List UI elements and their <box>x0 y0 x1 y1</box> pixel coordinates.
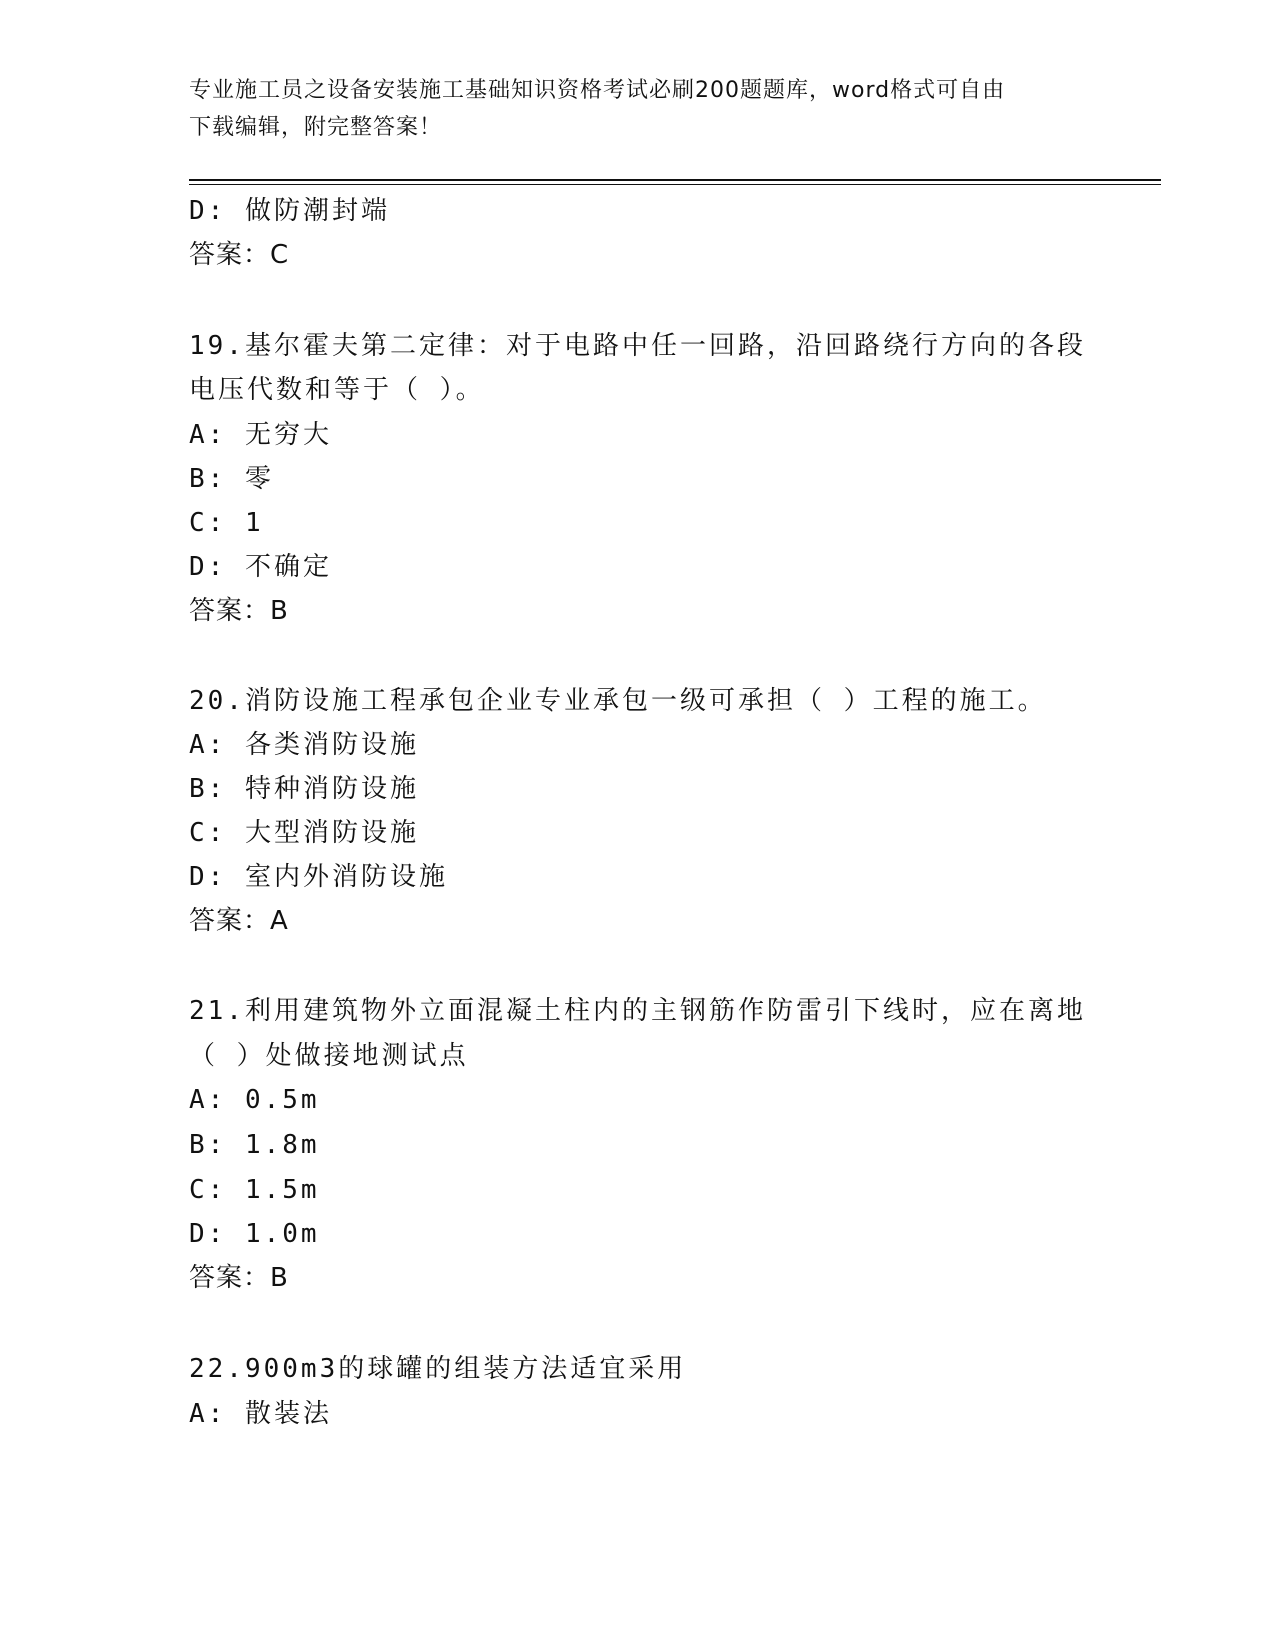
header-line-2: 下载编辑，附完整答案！ <box>189 115 443 140</box>
q18-answer: 答案：C <box>189 240 290 270</box>
q20-option-b: B: 特种消防设施 <box>189 774 419 804</box>
q21-answer: 答案：B <box>189 1263 289 1293</box>
q19-option-a: A: 无穷大 <box>189 420 332 450</box>
q19-option-d: D: 不确定 <box>189 552 332 582</box>
q21-stem-line-2: （ ）处做接地测试点 <box>189 1041 469 1071</box>
q20-option-c: C: 大型消防设施 <box>189 818 419 848</box>
header-rule-thin <box>189 184 1161 185</box>
q20-answer: 答案：A <box>189 906 289 936</box>
q18-option-d: D: 做防潮封端 <box>189 196 390 226</box>
header-line-1: 专业施工员之设备安装施工基础知识资格考试必刷200题题库，word格式可自由 <box>189 78 1006 103</box>
q20-stem-line-1: 20.消防设施工程承包企业专业承包一级可承担（ ）工程的施工。 <box>189 686 1047 716</box>
q22-option-a: A: 散装法 <box>189 1399 332 1429</box>
q19-stem-line-2: 电压代数和等于（ ）。 <box>189 375 485 405</box>
q19-option-b: B: 零 <box>189 464 274 494</box>
q21-stem-line-1: 21.利用建筑物外立面混凝土柱内的主钢筋作防雷引下线时，应在离地 <box>189 996 1086 1026</box>
q21-option-b: B: 1.8m <box>189 1130 320 1160</box>
q21-option-d: D: 1.0m <box>189 1219 320 1249</box>
q20-option-d: D: 室内外消防设施 <box>189 862 448 892</box>
q19-option-c: C: 1 <box>189 508 264 538</box>
q19-stem-line-1: 19.基尔霍夫第二定律：对于电路中任一回路，沿回路绕行方向的各段 <box>189 331 1086 361</box>
header-rule-thick <box>189 179 1161 181</box>
q22-stem-line-1: 22.900m3的球罐的组装方法适宜采用 <box>189 1354 687 1384</box>
q20-option-a: A: 各类消防设施 <box>189 730 419 760</box>
q19-answer: 答案：B <box>189 596 289 626</box>
q21-option-c: C: 1.5m <box>189 1175 320 1205</box>
q21-option-a: A: 0.5m <box>189 1085 320 1115</box>
document-header <box>189 72 1089 146</box>
